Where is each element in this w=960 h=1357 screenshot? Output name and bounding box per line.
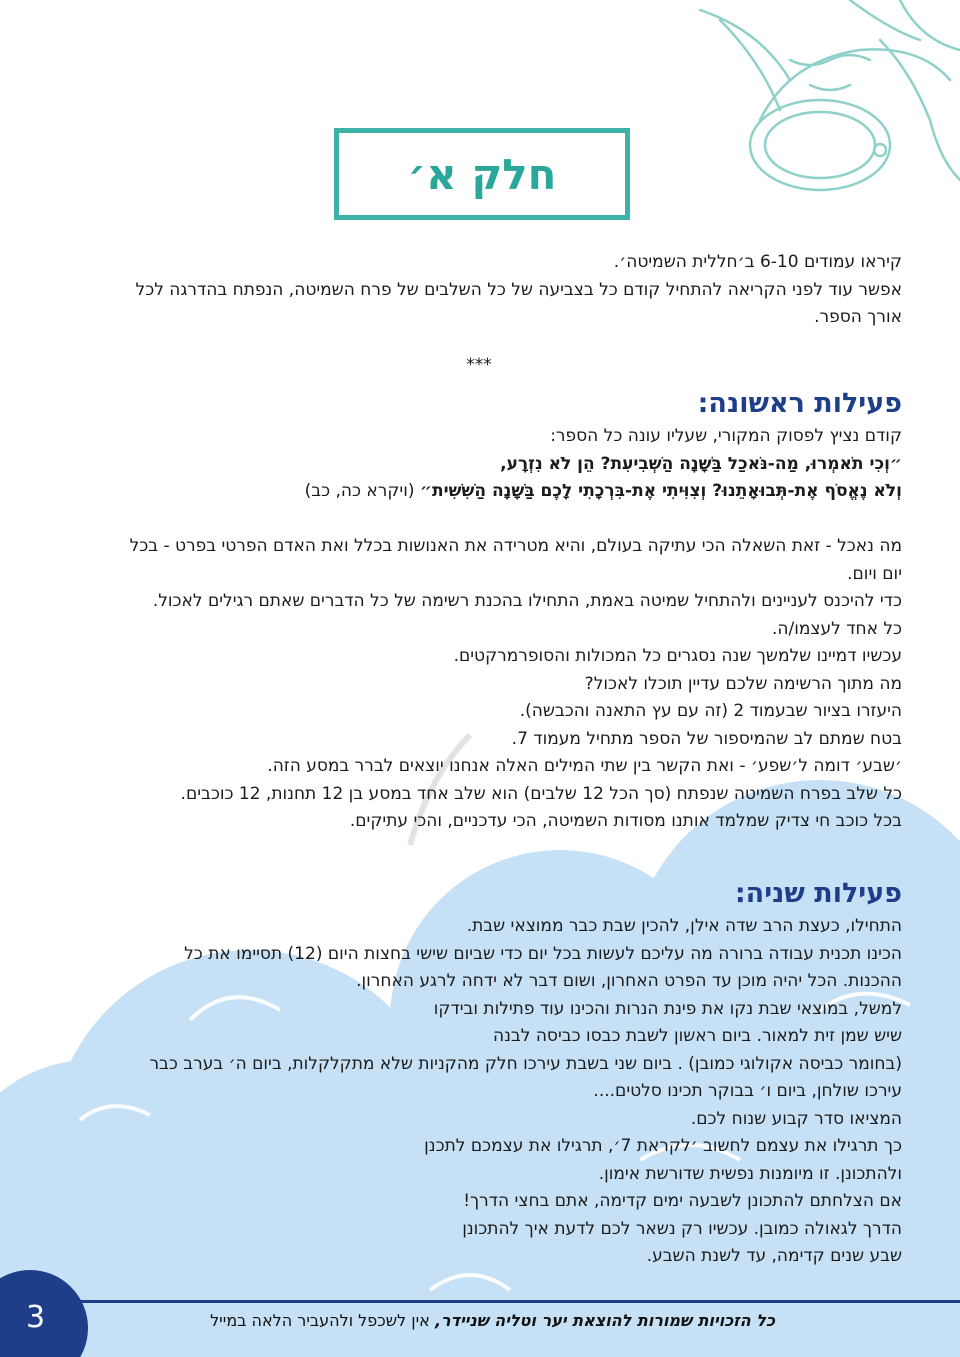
activity-2-line: המציאו סדר קבוע שנוח לכם. <box>690 1108 902 1129</box>
activity-2-line: עירכו שולחן, ביום ו׳ בבוקר תכינו סלטים.... <box>593 1081 902 1101</box>
activity-2-line: למשל, במוצאי שבת נקו את פינת הנרות והכינו עוד פתילות ובידקו <box>433 998 902 1019</box>
intro-line-3: אורך הספר. <box>814 307 902 327</box>
activity-2-line: (בחומר כביסה אקולוגי כמובן) . ביום שני בשבת עירכו חלק מהקניות שלא מתקלקלות, ביום ה׳ בערב כבר <box>149 1053 902 1074</box>
activity-1-line: עכשיו דמיינו שלמשך שנה נסגרים כל המכולות והסופרמרקטים. <box>453 646 902 666</box>
activity-1-line: ׳שבע׳ דומה ל׳שפע׳ - ואת הקשר בין שתי המילים האלה אנחנו יוצאים לברר במסע הזה. <box>267 756 902 776</box>
separator-row <box>56 352 902 380</box>
verse-line-2-row <box>56 478 902 506</box>
activity-2-line: הכינו תכנית עבודה ברורה מה עליכם לעשות בכל יום כדי שביום שישי בחצות היום (12) תסיימו את כל <box>184 943 902 964</box>
activity-1-line: בכל כוכב חי צדיק שמלמד אותנו מסודות השמיטה, הכי עדכניים, והכי עתיקים. <box>349 811 902 831</box>
activity-1-line: מה נאכל - זאת השאלה הכי עתיקה בעולם, והיא מטרידה את האנושות בכלל ואת האדם הפרטי בפרט - בכל <box>129 536 902 556</box>
footer-normal-text: אין לשכפל ולהעביר הלאה במייל <box>210 1311 435 1330</box>
activity-1-title: פעילות ראשונה: <box>697 388 902 419</box>
activity-1-line: כל אחד לעצמו/ה. <box>771 618 902 639</box>
activity-2-title: פעילות שניה: <box>734 878 902 909</box>
activity-1-section <box>56 423 902 506</box>
activity-2-line: ההכנות. הכל יהיה מוכן עד הפרט האחרון, ושום דבר לא ידחה לרגע האחרון. <box>356 971 902 991</box>
activity-2-section <box>56 913 902 1271</box>
separator: *** <box>466 355 492 375</box>
part-title-box <box>334 128 630 220</box>
part-title: חלק א׳ <box>407 149 557 199</box>
activity-1-line: היעזרו בציור שבעמוד 2 (זה עם עץ התאנה והכבשה). <box>519 701 902 721</box>
verse-source: (ויקרא כה, כב) <box>304 481 420 501</box>
activity-1-line: מה מתוך הרשימה שלכם עדיין תוכלו לאכול? <box>584 673 902 694</box>
activity-1-line: בטח שמתם לב שהמיספור של הספר מתחיל מעמוד 7. <box>511 728 902 749</box>
verse-line-1: ״וְכִי תֹאמְרוּ, מַה-נֹּאכַל בַּשָּׁנָה הַשְּׁבִיעִת? הֵן לֹא נִזְרָע, <box>500 453 902 474</box>
page-number: 3 <box>26 1300 46 1335</box>
activity-1-line: כל שלב בפרח השמיטה שנפתח (סך הכל 12 שלבים) הוא שלב אחד במסע בן 12 תחנות, 12 כוכבים. <box>180 783 902 804</box>
intro-section <box>56 249 902 332</box>
intro-line-1: קיראו עמודים 6-10 ב׳חללית השמיטה׳. <box>613 252 902 272</box>
footer-copyright <box>210 1311 775 1330</box>
activity-1-line: כדי להיכנס לעניינים ולהתחיל שמיטה באמת, התחילו בהכנת רשימה של כל הדברים שאתם רגילים לאכול. <box>152 591 902 611</box>
footer-divider <box>0 1300 960 1303</box>
activity-2-line: שיש שמן זית למאור. ביום ראשון לשבת כבסו כביסה לבנה <box>493 1026 902 1046</box>
intro-line-2: אפשר עוד לפני הקריאה להתחיל קודם כל בצביעה של כל השלבים של פרח השמיטה, הנפתח בהדרגה לכל <box>135 279 902 300</box>
activity-1-intro: קודם נציץ לפסוק המקורי, שעליו עונה כל הספר: <box>550 426 902 446</box>
activity-2-line: אם הצלחתם להתכונן לשבעה ימים קדימה, אתם בחצי הדרך! <box>463 1191 902 1211</box>
activity-2-line: ולהתכונן. זו מיומנות נפשית שדורשת אימון. <box>598 1163 902 1184</box>
activity-1-body <box>56 533 902 836</box>
activity-2-line: הדרך לגאולה כמובן. עכשיו רק נשאר לכם לדעת איך להתכונן <box>462 1218 902 1239</box>
activity-1-line: יום ויום. <box>847 563 902 584</box>
activity-2-line: כך תרגילו את עצמם לחשוב ׳לקראת 7׳, תרגילו את עצמכם לתכנן <box>424 1136 902 1156</box>
activity-2-line: שבע שנים קדימה, עד לשנת השבע. <box>646 1246 902 1266</box>
footer-bold-text: כל הזכויות שמורות להוצאת יער וטליה שניידר, <box>434 1311 775 1330</box>
activity-2-line: התחילו, כעצת הרב שדה אילן, להכין שבת כבר ממוצאי שבת. <box>466 916 902 936</box>
verse-line-2: וְלֹא נֶאֱסֹף אֶת-תְּבוּאָתֵנוּ? וְצִוִּיתִי אֶת-בִּרְכָתִי לָכֶם בַּשָּׁנָה הַשִּׁשִּׁית״ <box>419 481 902 501</box>
